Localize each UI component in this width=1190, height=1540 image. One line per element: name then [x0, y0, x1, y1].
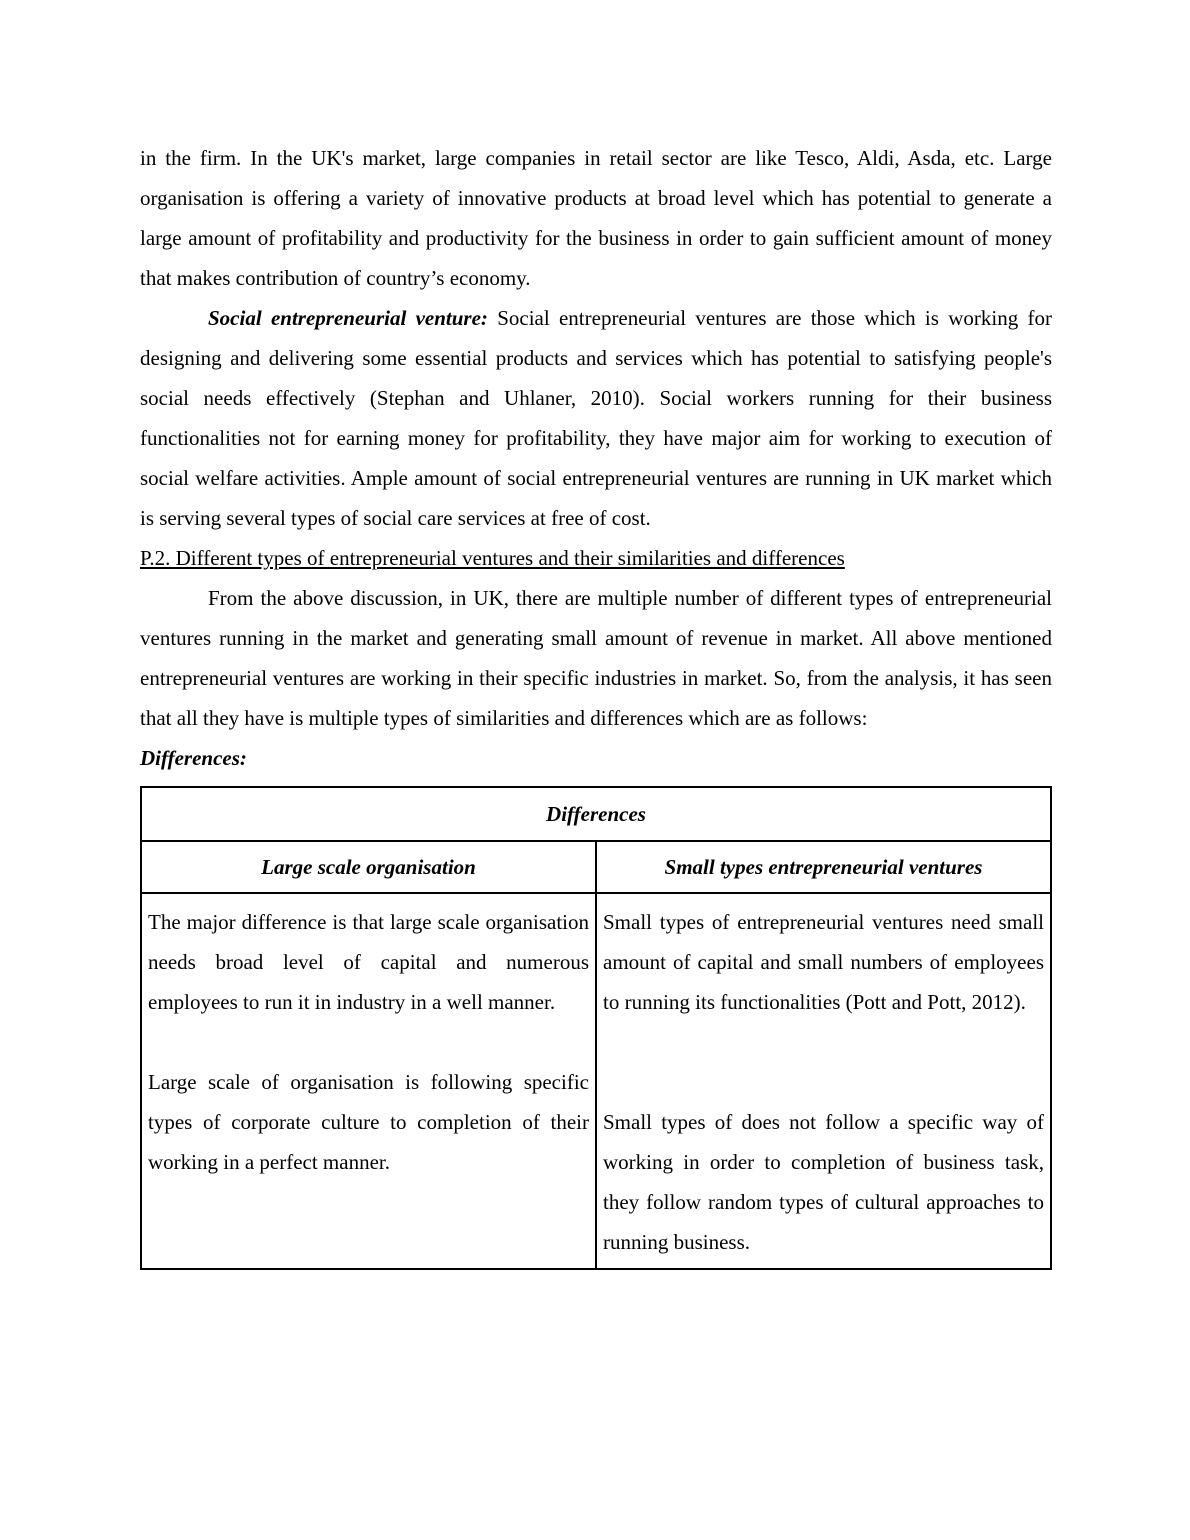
cell-large-scale [141, 893, 596, 1269]
table-row [141, 893, 1051, 1269]
cell-large-scale-para-1: The major difference is that large scale organisation needs broad level of capital and numerous employees to run it in industry in a well manner. [148, 910, 589, 1014]
paragraph-intro: in the firm. In the UK's market, large companies in retail sector are like Tesco, Aldi, Asda, etc. Large organisation is offering a variety of innovative products at broad level which has potential to generate a large amount of profitability and productivity for the business in order to gain sufficient amount of money that makes contribution of country’s economy. [140, 146, 1052, 290]
table-title-row [141, 787, 1051, 841]
cell-small-types-para-1: Small types of entrepreneurial ventures need small amount of capital and small numbers of employees to running its functionalities (Pott and Pott, 2012). [603, 910, 1044, 1014]
differences-table [140, 786, 1052, 1270]
table-column-header-row [141, 841, 1051, 893]
differences-label: Differences: [140, 746, 247, 770]
column-header-large-scale: Large scale organisation [141, 841, 596, 893]
paragraph-social-venture-body: Social entrepreneurial ventures are those which is working for designing and delivering some essential products and services which has potential to satisfying people's social needs effectively (Stephan and Uhlaner, 2010). Social workers running for their business functionalities not for earning money for profitability, they have major aim for working to execution of social welfare activities. Ample amount of social entrepreneurial ventures are running in UK market which is serving several types of social care services at free of cost. [140, 306, 1052, 530]
cell-large-scale-para-2: Large scale of organisation is following specific types of corporate culture to completion of their working in a perfect manner. [148, 1070, 589, 1174]
differences-table-header [141, 787, 1051, 893]
cell-small-types [596, 893, 1051, 1269]
paragraph-discussion: From the above discussion, in UK, there are multiple number of different types of entrepreneurial ventures running in the market and generating small amount of revenue in market. All above mentioned entrepreneurial ventures are working in their specific industries in market. So, from the analysis, it has seen that all they have is multiple types of similarities and differences which are as follows: [140, 586, 1052, 730]
paragraph-social-venture [140, 298, 1052, 538]
table-title: Differences [141, 787, 1051, 841]
section-heading-p2: P.2. Different types of entrepreneurial ventures and their similarities and differences [140, 546, 845, 570]
column-header-small-types: Small types entrepreneurial ventures [596, 841, 1051, 893]
differences-table-body [141, 893, 1051, 1269]
paragraph-social-venture-lead: Social entrepreneurial venture: [208, 306, 488, 330]
cell-small-types-para-2: Small types of does not follow a specific way of working in order to completion of business task, they follow random types of cultural approaches to running business. [603, 1110, 1044, 1254]
